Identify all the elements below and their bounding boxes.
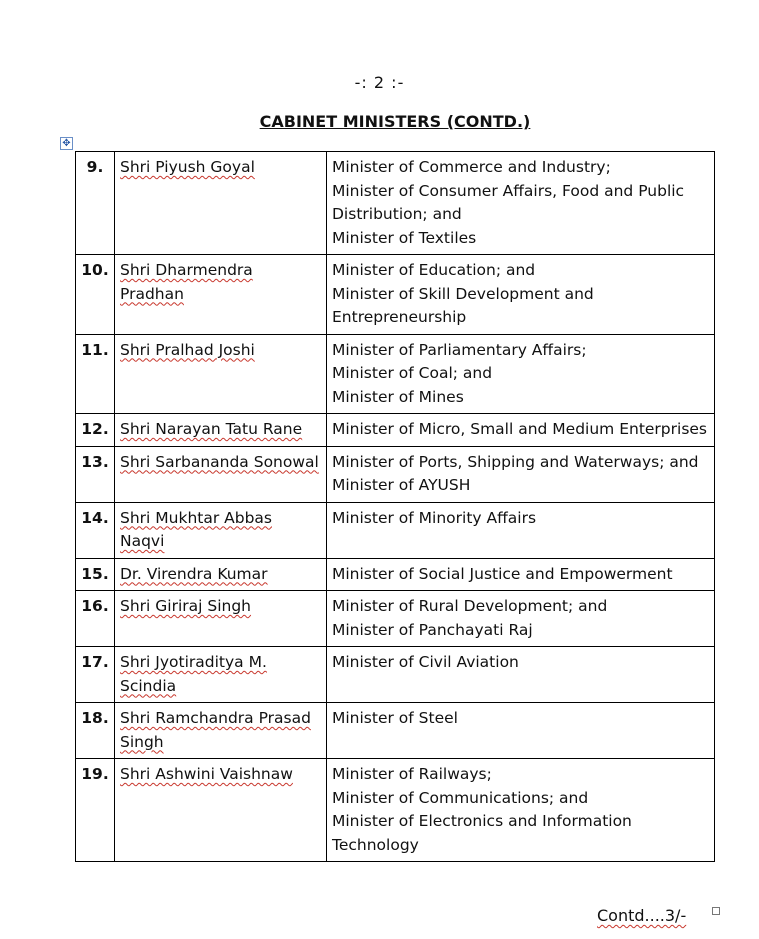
minister-number: 10.: [76, 255, 115, 335]
ministers-table-body: [76, 152, 715, 862]
minister-portfolio: [327, 334, 715, 414]
minister-portfolio: [327, 647, 715, 703]
minister-name-cell: [115, 334, 327, 414]
minister-number: 11.: [76, 334, 115, 414]
table-row: [76, 703, 715, 759]
portfolio-line: Minister of Panchayati Raj: [332, 620, 533, 639]
portfolio-line: Minister of Rural Development; and: [332, 597, 608, 615]
table-row: [76, 255, 715, 335]
minister-name: Shri Pralhad Joshi: [120, 340, 255, 359]
table-row: [76, 446, 715, 502]
table-row: [76, 334, 715, 414]
minister-number: 16.: [76, 591, 115, 647]
minister-name: Shri Mukhtar Abbas Naqvi: [120, 508, 272, 550]
minister-name: Shri Giriraj Singh: [120, 597, 252, 615]
portfolio-line: Minister of Parliamentary Affairs;: [332, 340, 587, 359]
portfolio-line: Minister of Skill Development and Entrepreneurship: [332, 284, 594, 326]
minister-name-cell: [115, 703, 327, 759]
minister-portfolio: [327, 759, 715, 862]
table-row: [76, 558, 715, 591]
minister-number: 13.: [76, 446, 115, 502]
portfolio-line: Minister of Civil Aviation: [332, 653, 519, 671]
table-row: [76, 647, 715, 703]
portfolio-line: Minister of Commerce and Industry;: [332, 158, 611, 176]
minister-portfolio: [327, 446, 715, 502]
minister-portfolio: [327, 703, 715, 759]
minister-name-cell: [115, 255, 327, 335]
portfolio-line: Minister of Consumer Affairs, Food and Public Distribution; and: [332, 181, 685, 223]
minister-name: Shri Jyotiraditya M. Scindia: [120, 653, 267, 695]
minister-number: 9.: [76, 152, 115, 255]
minister-name: Shri Ramchandra Prasad Singh: [120, 709, 311, 751]
minister-portfolio: [327, 591, 715, 647]
portfolio-line: Minister of Micro, Small and Medium Enterprises: [332, 420, 708, 438]
minister-name-cell: [115, 446, 327, 502]
continuation-note: Contd....3/-: [597, 906, 687, 925]
page-title: CABINET MINISTERS (CONTD.): [259, 112, 531, 131]
minister-number: 18.: [76, 703, 115, 759]
table-move-handle-icon[interactable]: ✥: [60, 137, 73, 150]
minister-name-cell: [115, 414, 327, 447]
portfolio-line: Minister of Coal; and: [332, 364, 493, 382]
minister-name: Shri Narayan Tatu Rane: [120, 420, 303, 438]
minister-number: 14.: [76, 502, 115, 558]
portfolio-line: Minister of Steel: [332, 709, 458, 727]
ministers-table: [75, 151, 715, 862]
portfolio-line: Minister of Ports, Shipping and Waterways; and: [332, 452, 699, 471]
minister-portfolio: [327, 414, 715, 447]
minister-portfolio: [327, 152, 715, 255]
portfolio-line: Minister of Education; and: [332, 261, 536, 279]
minister-portfolio: [327, 502, 715, 558]
minister-name: Shri Dharmendra Pradhan: [120, 261, 253, 303]
portfolio-line: Minister of Electronics and Information Technology: [332, 812, 632, 854]
minister-name-cell: [115, 152, 327, 255]
minister-number: 17.: [76, 647, 115, 703]
minister-name-cell: [115, 647, 327, 703]
minister-name: Shri Ashwini Vaishnaw: [120, 765, 293, 783]
table-row: [76, 759, 715, 862]
portfolio-line: Minister of Railways;: [332, 765, 492, 783]
table-resize-handle-icon[interactable]: [712, 907, 720, 915]
minister-portfolio: [327, 255, 715, 335]
page-number: -: 2 :-: [354, 73, 405, 92]
minister-number: 12.: [76, 414, 115, 447]
portfolio-line: Minister of Minority Affairs: [332, 508, 537, 527]
portfolio-line: Minister of Mines: [332, 387, 464, 406]
minister-name: Shri Sarbananda Sonowal: [120, 452, 319, 471]
minister-portfolio: [327, 558, 715, 591]
table-row: [76, 414, 715, 447]
minister-number: 15.: [76, 558, 115, 591]
portfolio-line: Minister of Communications; and: [332, 788, 589, 807]
minister-name-cell: [115, 591, 327, 647]
table-row: [76, 152, 715, 255]
minister-name: Shri Piyush Goyal: [120, 158, 255, 176]
portfolio-line: Minister of Textiles: [332, 228, 477, 247]
portfolio-line: Minister of Social Justice and Empowerment: [332, 564, 673, 583]
minister-number: 19.: [76, 759, 115, 862]
table-row: [76, 502, 715, 558]
minister-name-cell: [115, 558, 327, 591]
table-row: [76, 591, 715, 647]
minister-name-cell: [115, 502, 327, 558]
minister-name: Dr. Virendra Kumar: [120, 564, 268, 583]
portfolio-line: Minister of AYUSH: [332, 476, 471, 494]
minister-name-cell: [115, 759, 327, 862]
